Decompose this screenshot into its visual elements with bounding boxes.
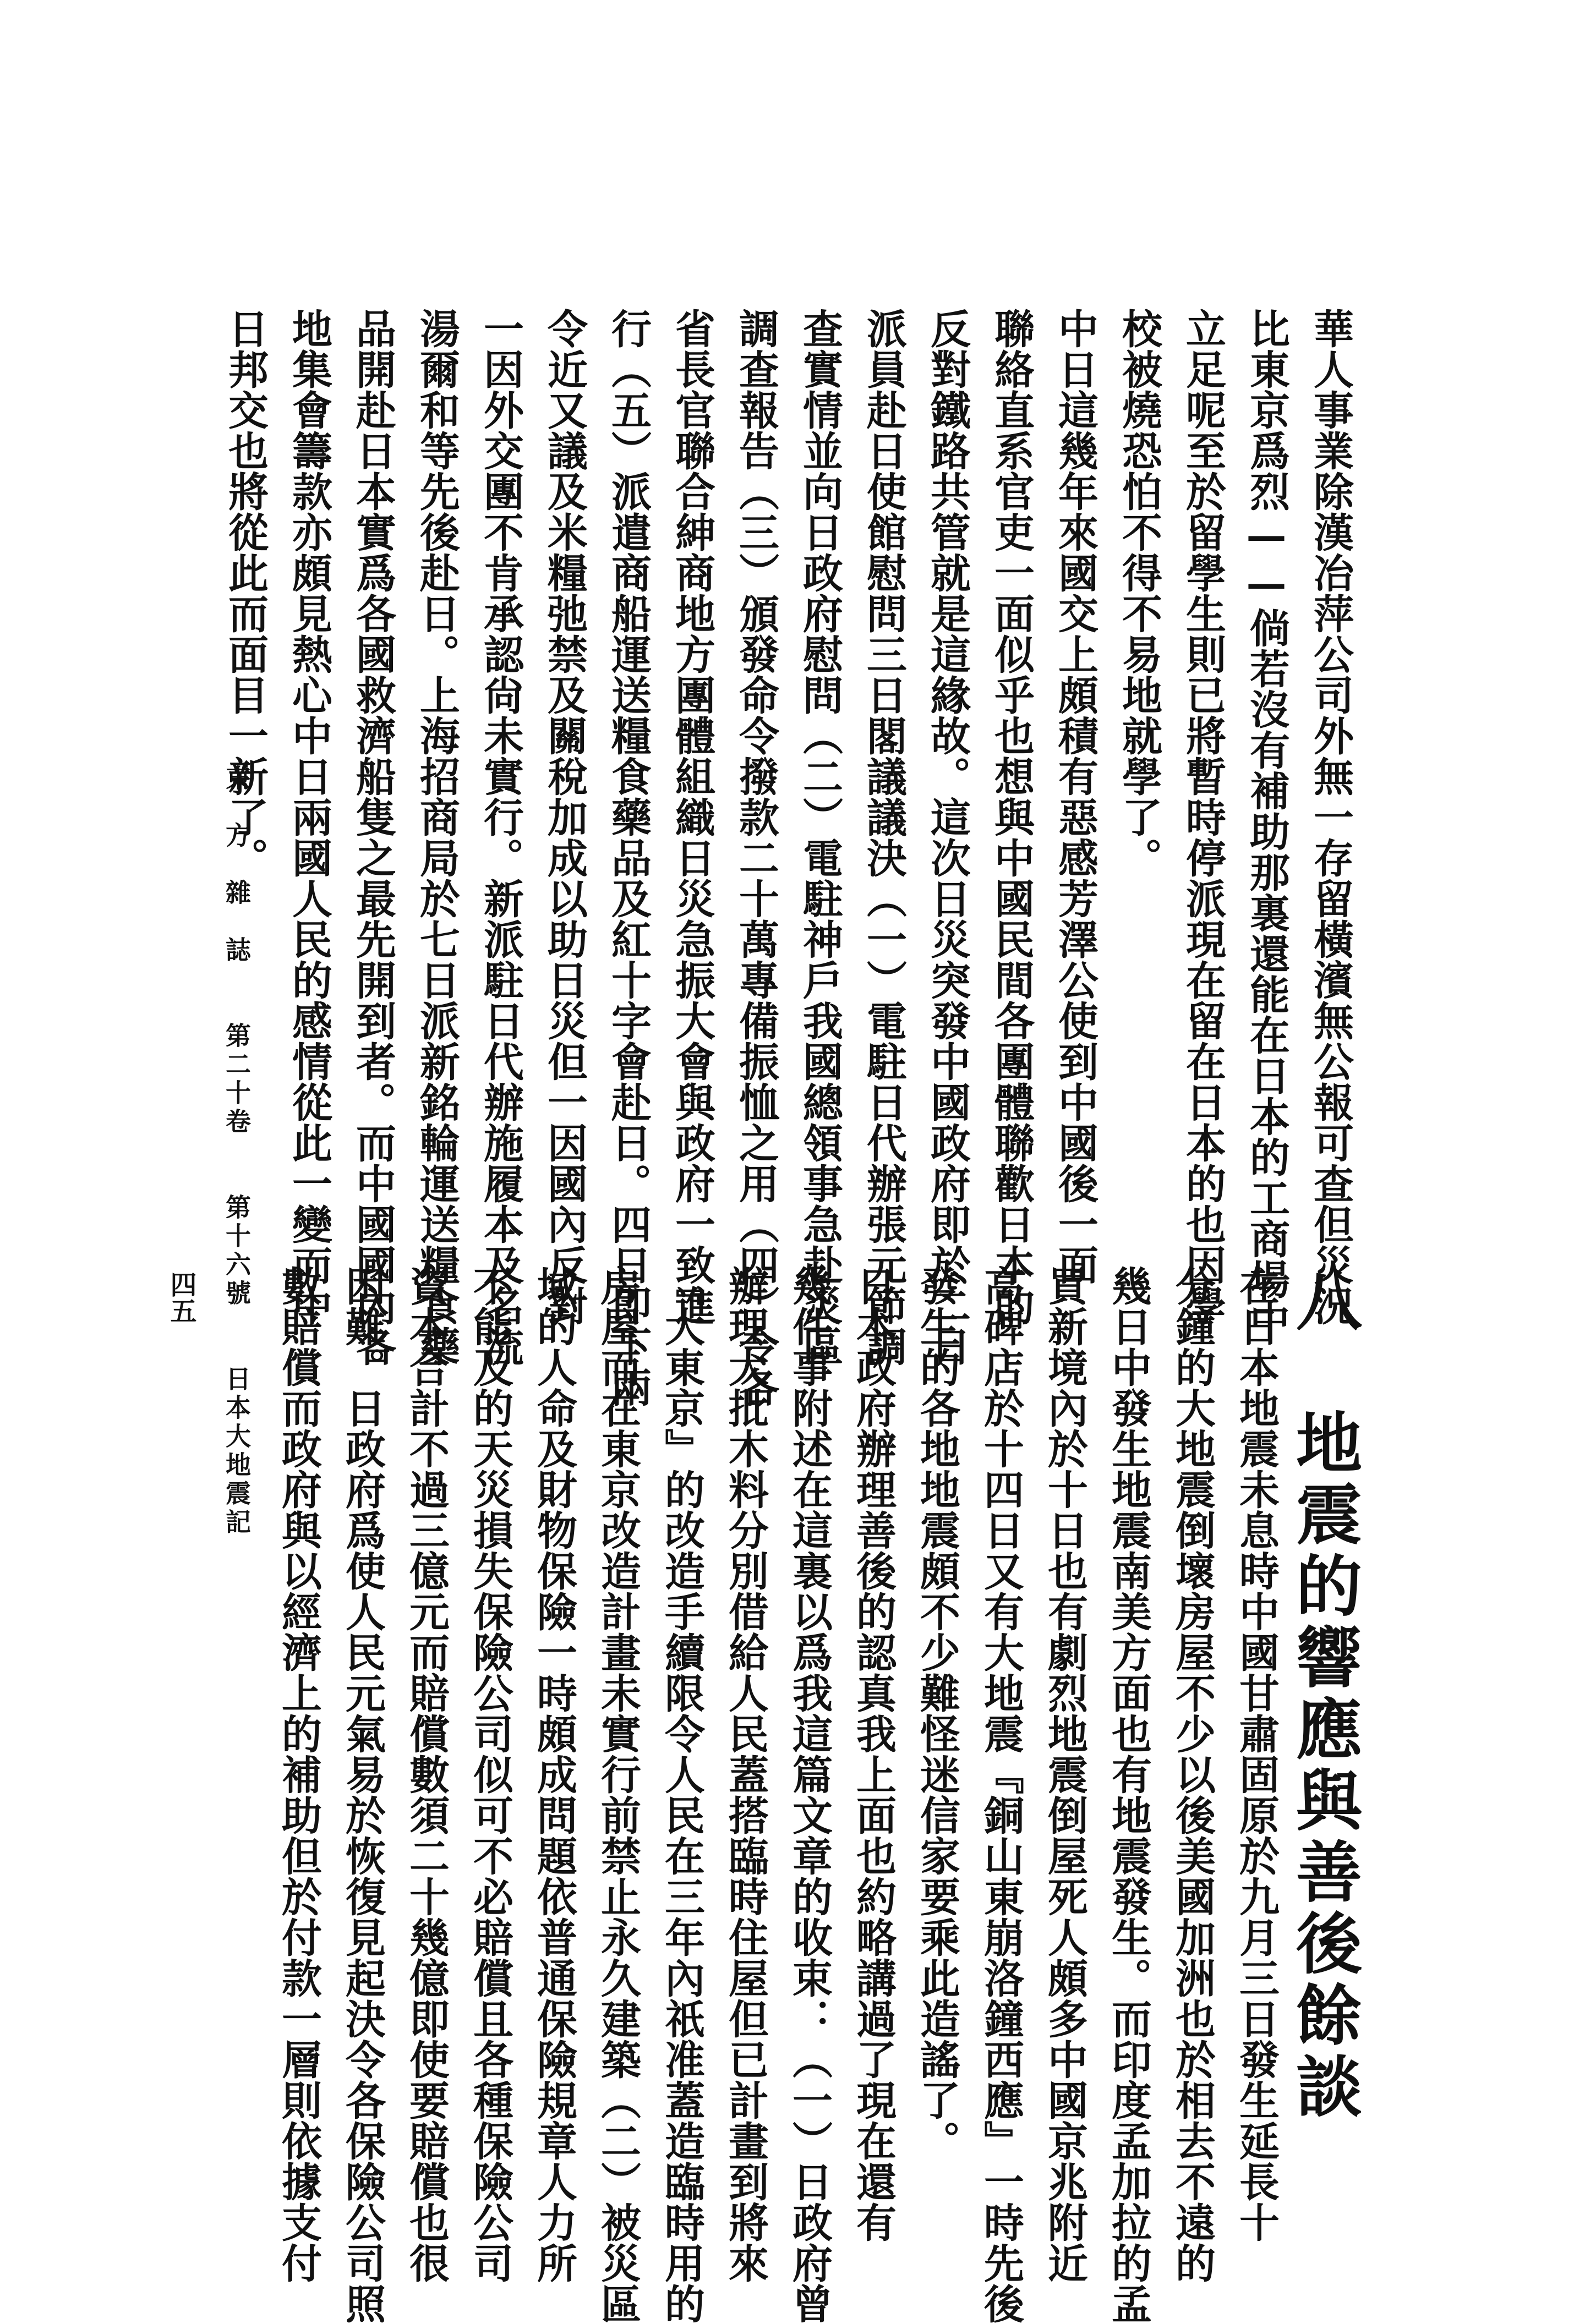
text-column: 校被燒恐怕不得不易地就學了。 [1115,308,1162,878]
text-column: 房屋而在東京改造計畫未實行前禁止永久建築（二）被災區 [594,1265,641,2324]
text-column: 派員赴日使館慰問三日閣議議決（一）電駐日代辦張元節調 [860,308,907,1367]
text-column: 省長官聯合紳商地方團體組織日災急振大會與政府一致進 [668,308,715,1326]
running-head: 東 方 雜 誌 第二十卷 第十六號 日本大地震記 [222,765,252,1537]
text-column: 發生的各地地震頗不少難怪迷信家要乘此造謠了。 [913,1265,960,2161]
text-column: 品開赴日本實爲各國救濟船隻之最先開到者。而中國國內各 [349,308,396,1367]
text-column: 域的人命及財物保險一時頗成問題依普通保險規章人力所 [530,1265,577,2283]
text-column: 辦理大批木料分別借給人民蓋搭臨時住屋但已計畫到將來 [722,1265,769,2283]
text-column: 湯爾和等先後赴日。上海招商局於七日派新銘輪運送糧食藥 [413,308,460,1367]
text-column: 反對鐵路共管就是這緣故。這次日災突發中國政府即於二日 [923,308,971,1367]
text-column: 華人事業除漢冶萍公司外無一存留橫濱無公報可查但災況 [1307,308,1354,1326]
section-heading: 八 地震的響應與善後餘談 [1285,1265,1363,2124]
upper-text-block [213,308,1362,1407]
page-number: 四五 [166,1271,196,1324]
text-column: 資本合計不過三億元而賠償數須二十幾億即使要賠償也很 [402,1265,450,2283]
text-column: 在日本地震未息時中國甘肅固原於九月三日發生延長十 [1232,1265,1280,2243]
text-column: 地集會籌款亦頗見熱心中日兩國人民的感情從此一變而中 [285,308,332,1326]
lower-text-block [266,1265,1288,2324]
text-column: 日邦交也將從此而面目一新了。 [221,308,269,878]
text-column: 高碑店於十四日又有大地震『銅山東崩洛鐘西應』一時先後 [977,1265,1024,2324]
text-column: 困難。日政府爲使人民元氣易於恢復見起決令各保險公司照 [338,1265,386,2324]
text-column: 立足呢至於留學生則已將暫時停派現在留在日本的也因學 [1179,308,1226,1326]
text-column: 數賠償而政府與以經濟上的補助但於付款一層則依據支付 [275,1265,322,2283]
text-column: 聯絡直系官吏一面似乎也想與中國民間各團體聯歡日本的 [987,308,1035,1326]
text-column: 『大東京』的改造手續限令人民在三年內祇准蓋造臨時用的 [658,1265,705,2324]
text-column: 買新境內於十日也有劇烈地震倒屋死人頗多中國京兆附近 [1041,1265,1088,2283]
text-column: 日本政府辦理善後的認真我上面也約略講過了現在還有 [849,1265,897,2243]
text-column: 查實情並向日政府慰問（二）電駐神戶我國總領事急赴災區 [796,308,843,1367]
text-column: 調查報告（三）頒發命令撥款二十萬專備振恤之用（四）令各 [732,308,779,1407]
text-column: 行（五）派遣商船運送糧食藥品及紅十字會赴日。四日即下兩 [604,308,652,1407]
text-column: 中日這幾年來國交上頗積有惡感芳澤公使到中國後一面 [1051,308,1098,1285]
text-column: 不能及的天災損失保險公司似可不必賠償且各種保險公司 [466,1265,513,2283]
text-column: 令近又議及米糧弛禁及關稅加成以助日災但一因國內反對 [540,308,588,1326]
text-column: 分鐘的大地震倒壞房屋不少以後美國加洲也於相去不遠的 [1168,1265,1216,2283]
text-column: 一因外交團不肯承認尙未實行。新派駐日代辦施履本及名流 [477,308,524,1367]
text-column: 幾日中發生地震南美方面也有地震發生。而印度孟加拉的孟 [1105,1265,1152,2324]
text-column: 幾件事附述在這裏以爲我這篇文章的收束：（一）日政府曾 [785,1265,833,2324]
text-column: 比東京爲烈——倘若沒有補助那裏還能在日本的工商場中 [1243,308,1290,1340]
